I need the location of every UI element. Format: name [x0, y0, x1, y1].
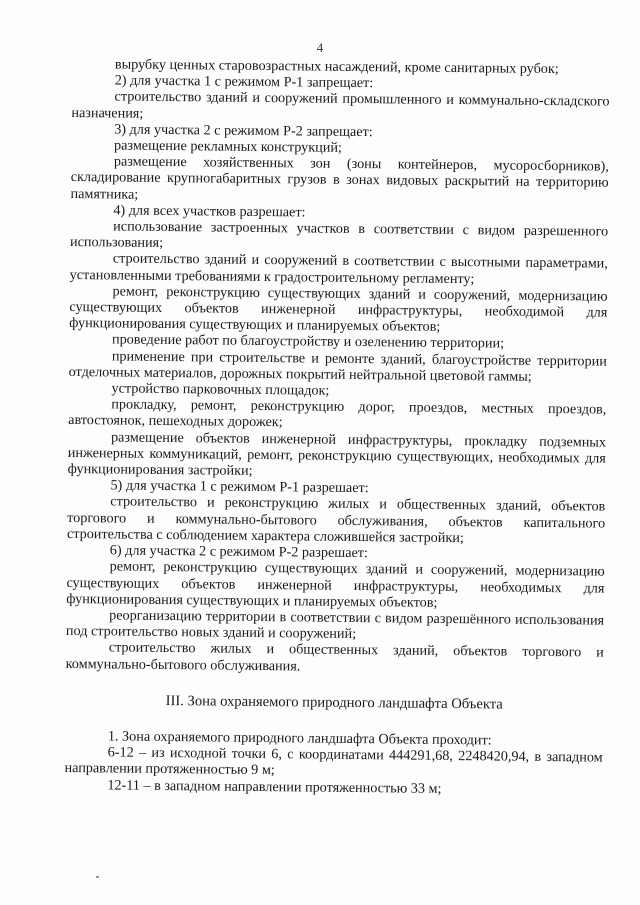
- paragraph: размещение объектов инженерной инфраструктуры, прокладку подземных инженерных коммуникаций, ремонт, реконструкцию существующих, необходимых для функционирования застройки;: [67, 429, 607, 479]
- paragraph: строительство зданий и сооружений промышленного и коммунально-складского назначения;: [71, 88, 610, 122]
- paragraph: 4) для всех участков разрешает:: [113, 202, 306, 221]
- paragraph: 12-11 – в западном направлении протяженностью 33 м;: [107, 776, 442, 797]
- paragraph: реорганизацию территории в соответствии с видом разрешённого использования под строительство новых зданий и сооружений;: [65, 607, 605, 643]
- scan-speck: [96, 876, 99, 878]
- paragraph: 6) для участка 2 с режимом Р-2 разрешает:: [109, 542, 369, 562]
- paragraph: вырубку ценных старовозрастных насаждений, кроме санитарных рубок;: [114, 56, 559, 78]
- section-title: III. Зона охраняемого природного ландшафта Объекта: [165, 692, 503, 713]
- paragraph: 5) для участка 1 с режимом Р-1 разрешает:: [110, 477, 369, 497]
- document-body: [64, 56, 610, 798]
- paragraph: ремонт, реконструкцию существующих зданий и сооружений, модернизацию существующих объектов инженерной инфраструктуры, необходимых для функционирования существующих и планируемых объектов;: [66, 558, 605, 611]
- paragraph: устройство парковочных площадок;: [111, 380, 330, 399]
- paragraph: размещение рекламных конструкций;: [113, 137, 343, 156]
- page-number: 4: [316, 40, 324, 55]
- paragraph: 6-12 – из исходной точки 6, с координатами 444291,68, 2248420,94, в западном направлении протяженностью 9 м;: [64, 744, 603, 779]
- paragraph: проведение работ по благоустройству и озеленению территории;: [111, 331, 505, 352]
- paragraph: строительство зданий и сооружений в соответствии с высотными параметрами, установленными требованиями к градостроительному регламенту;: [69, 250, 608, 287]
- paragraph: строительство жилых и общественных зданий, объектов торгового и коммунально-бытового обслуживания.: [65, 639, 604, 674]
- paragraph: ремонт, реконструкцию существующих зданий и сооружений, модернизацию существующих объектов инженерной инфраструктуры, необходимой для функционирования существующих и планируемых объектов;: [69, 283, 608, 336]
- paragraph: строительство и реконструкцию жилых и общественных зданий, объектов торгового и коммунально-бытового обслуживания, объектов капитального строительства с соблюдением характера сложившейся застройки;: [66, 493, 606, 547]
- paragraph: применение при строительстве и ремонте зданий, благоустройстве территории отделочных материалов, дорожных покрытий нейтральной цветовой гаммы;: [68, 348, 607, 385]
- paragraph: 3) для участка 2 с режимом Р-2 запрещает:: [114, 121, 373, 140]
- paragraph: 2) для участка 1 с режимом Р-1 запрещает:: [114, 72, 374, 92]
- paragraph: использование застроенных участков в соответствии с видом разрешенного использования;: [69, 218, 609, 252]
- paragraph: прокладку, ремонт, реконструкцию дорог, проездов, местных проездов, автостоянок, пешеходных дорожек;: [68, 396, 607, 431]
- paragraph: 1. Зона охраняемого природного ландшафта Объекта проходит:: [107, 728, 492, 749]
- paragraph: размещение хозяйственных зон (зоны контейнеров, мусоросборников), складирование крупногабаритных грузов в зонах видовых раскрытий на территорию памятника;: [70, 153, 609, 203]
